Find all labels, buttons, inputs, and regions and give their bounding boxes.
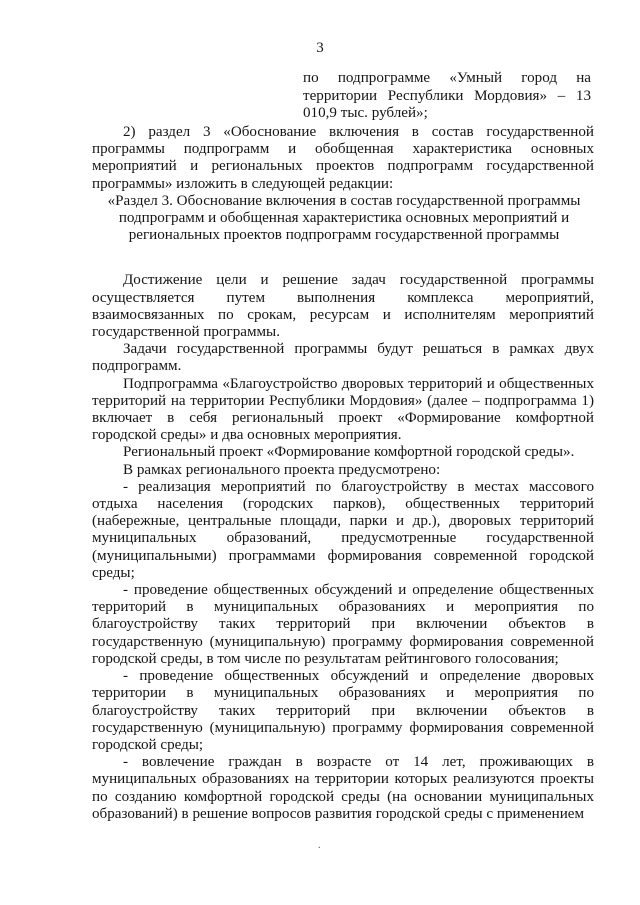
paragraph: В рамках регионального проекта предусмотрено: [123,461,441,478]
section-gap [92,244,594,272]
list-item: - реализация мероприятий по благоустройству в местах массового отдыха населения (городских парков), общественных территорий (набережные, центральные площади, парки и др.), дворовых территорий муниципальных образований, предусмотренные государственной (муниципальными) программами формирования современной городской среды; [92,478,594,581]
page-number: 3 [316,40,324,56]
paragraph: Достижение цели и решение задач государственной программы осуществляется путем выполнения комплекса мероприятий, взаимосвязанных по срокам, ресурсам и исполнителям мероприятий государственной программы. [92,272,594,341]
amendment-item-2: 2) раздел 3 «Обоснование включения в состав государственной программы подпрограмм и обобщенная характеристика основных мероприятий и региональных проектов подпрограмм государственной программы» изложить в следующей редакции: [92,124,594,192]
list-item: - проведение общественных обсуждений и определение общественных территорий в муниципальных образованиях и мероприятия по благоустройству таких территорий при включении объектов в государственную (муниципальную) программу формирования современной городской среды, в том числе по результатам рейтингового голосования; [92,582,594,667]
amount-continuation: по подпрограмме «Умный город на территории Республики Мордовия» – 13 010,9 тыс. рублей»; [303,70,591,121]
list-item: - вовлечение граждан в возрасте от 14 лет, проживающих в муниципальных образованиях на территории которых реализуются проекты по созданию комфортной городской среды (на основании муниципальных образований) в решение вопросов развития городской среды с применением [92,754,594,822]
paragraph: Подпрограмма «Благоустройство дворовых территорий и общественных территорий на территории Республики Мордовия» (далее – подпрограмма 1) включает в себя региональный проект «Формирование комфортной городской среды» и два основных мероприятия. [92,375,594,444]
section-heading: «Раздел 3. Обоснование включения в состав государственной программы подпрограмм и обобщенная характеристика основных мероприятий и региональных проектов подпрограмм государственной программы [107,192,581,244]
paragraph: Региональный проект «Формирование комфортной городской среды». [123,444,575,461]
list-item: - проведение общественных обсуждений и определение дворовых территории в муниципальных образованиях и мероприятия по благоустройству таких территорий при включении объектов в государственную (муниципальную) программу формирования современной городской среды; [92,668,594,753]
scan-dot: . [318,840,321,851]
document-body [92,124,594,823]
paragraph: Задачи государственной программы будут решаться в рамках двух подпрограмм. [92,341,594,375]
